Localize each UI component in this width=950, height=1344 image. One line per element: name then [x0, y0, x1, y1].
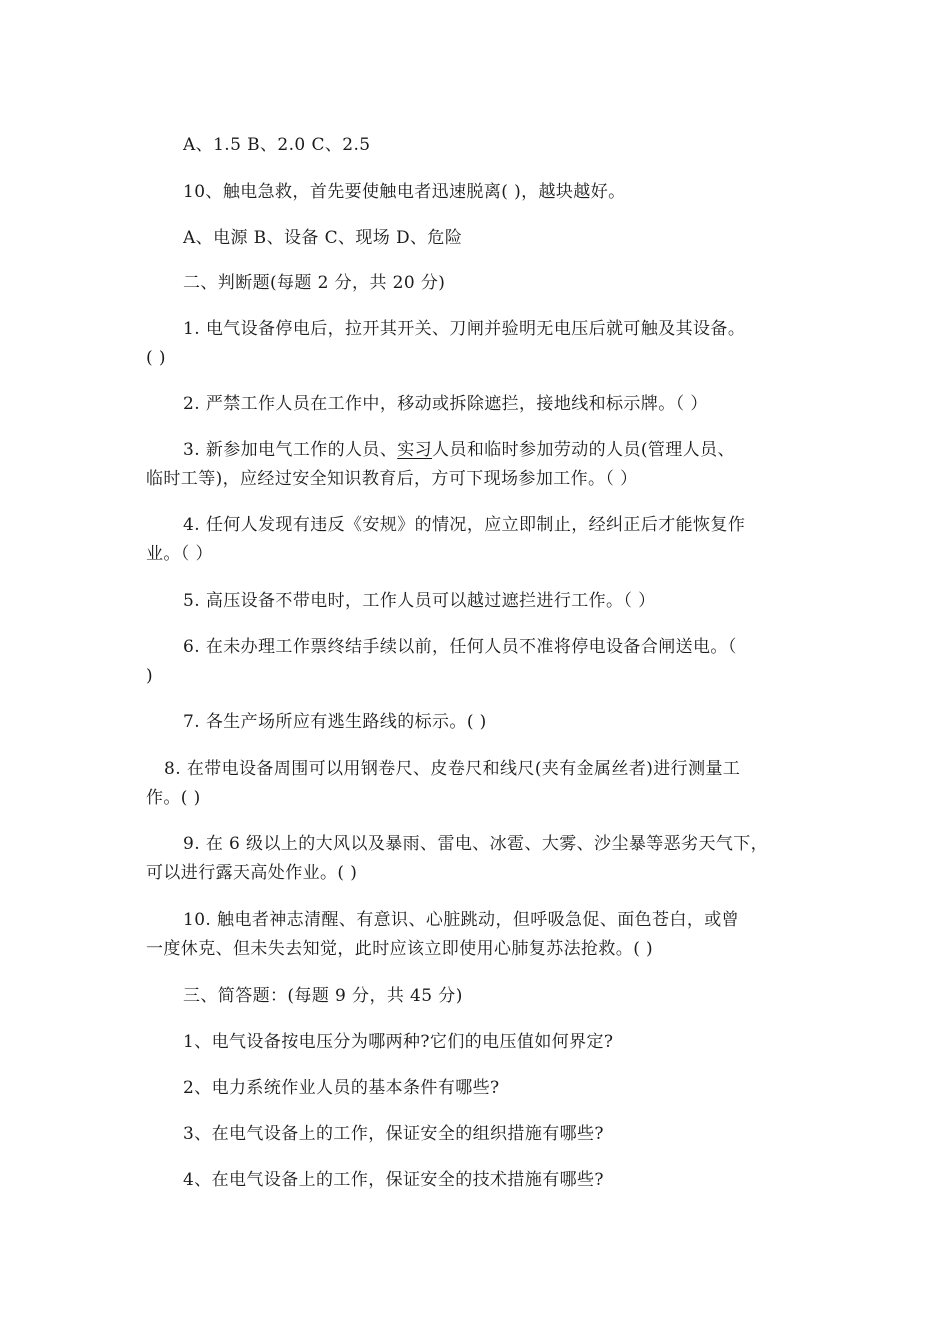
question-10: 10、触电急救，首先要使触电者迅速脱离( )，越块越好。	[183, 182, 626, 202]
tf-item-3-line-2: 临时工等)，应经过安全知识教育后，方可下现场参加工作。（ ）	[146, 469, 638, 489]
tf-item-8-line-1: 8. 在带电设备周围可以用钢卷尺、皮卷尺和线尺(夹有金属丝者)进行测量工	[164, 759, 741, 779]
tf-item-2: 2. 严禁工作人员在工作中，移动或拆除遮拦，接地线和标示牌。（ ）	[183, 394, 708, 414]
short-answer-3: 3、在电气设备上的工作，保证安全的组织措施有哪些?	[183, 1124, 604, 1144]
tf-item-1-line-1: 1. 电气设备停电后，拉开其开关、刀闸并验明无电压后就可触及其设备。	[183, 319, 746, 339]
tf-item-10-line-2: 一度休克、但未失去知觉，此时应该立即使用心肺复苏法抢救。( )	[146, 939, 654, 959]
tf-item-6-line-2: )	[146, 666, 154, 686]
tf-item-8-line-2: 作。( )	[146, 788, 201, 808]
tf-item-6-line-1: 6. 在未办理工作票终结手续以前，任何人员不准将停电设备合闸送电。（	[183, 637, 737, 657]
tf-item-1-line-2: ( )	[146, 348, 166, 368]
section-heading-short-answer: 三、简答题：(每题 9 分，共 45 分)	[183, 986, 463, 1006]
short-answer-4: 4、在电气设备上的工作，保证安全的技术措施有哪些?	[183, 1170, 604, 1190]
options-line-q9: A、1.5 B、2.0 C、2.5	[183, 135, 371, 155]
tf-item-10-line-1: 10. 触电者神志清醒、有意识、心脏跳动，但呼吸急促、面色苍白，或曾	[183, 910, 740, 930]
tf-item-9-line-2: 可以进行露天高处作业。( )	[146, 863, 358, 883]
tf-item-3-text-b: 人员和临时参加劳动的人员(管理人员、	[432, 440, 735, 460]
tf-item-9-line-1: 9. 在 6 级以上的大风以及暴雨、雷电、冰雹、大雾、沙尘暴等恶劣天气下，	[183, 834, 769, 854]
tf-item-7: 7. 各生产场所应有逃生路线的标示。( )	[183, 712, 487, 732]
tf-item-5: 5. 高压设备不带电时，工作人员可以越过遮拦进行工作。（ ）	[183, 591, 656, 611]
tf-item-4-line-1: 4. 任何人发现有违反《安规》的情况，应立即制止，经纠正后才能恢复作	[183, 515, 746, 535]
tf-item-4-line-2: 业。（ ）	[146, 544, 213, 564]
tf-item-3-underlined-word: 实习	[397, 440, 433, 460]
tf-item-3-line-1	[183, 438, 853, 462]
short-answer-1: 1、电气设备按电压分为哪两种?它们的电压值如何界定?	[183, 1032, 614, 1052]
section-heading-true-false: 二、判断题(每题 2 分，共 20 分)	[183, 273, 446, 293]
tf-item-3-text-a: 3. 新参加电气工作的人员、	[183, 440, 398, 460]
options-line-q10: A、电源 B、设备 C、现场 D、危险	[183, 228, 463, 248]
short-answer-2: 2、电力系统作业人员的基本条件有哪些?	[183, 1078, 500, 1098]
